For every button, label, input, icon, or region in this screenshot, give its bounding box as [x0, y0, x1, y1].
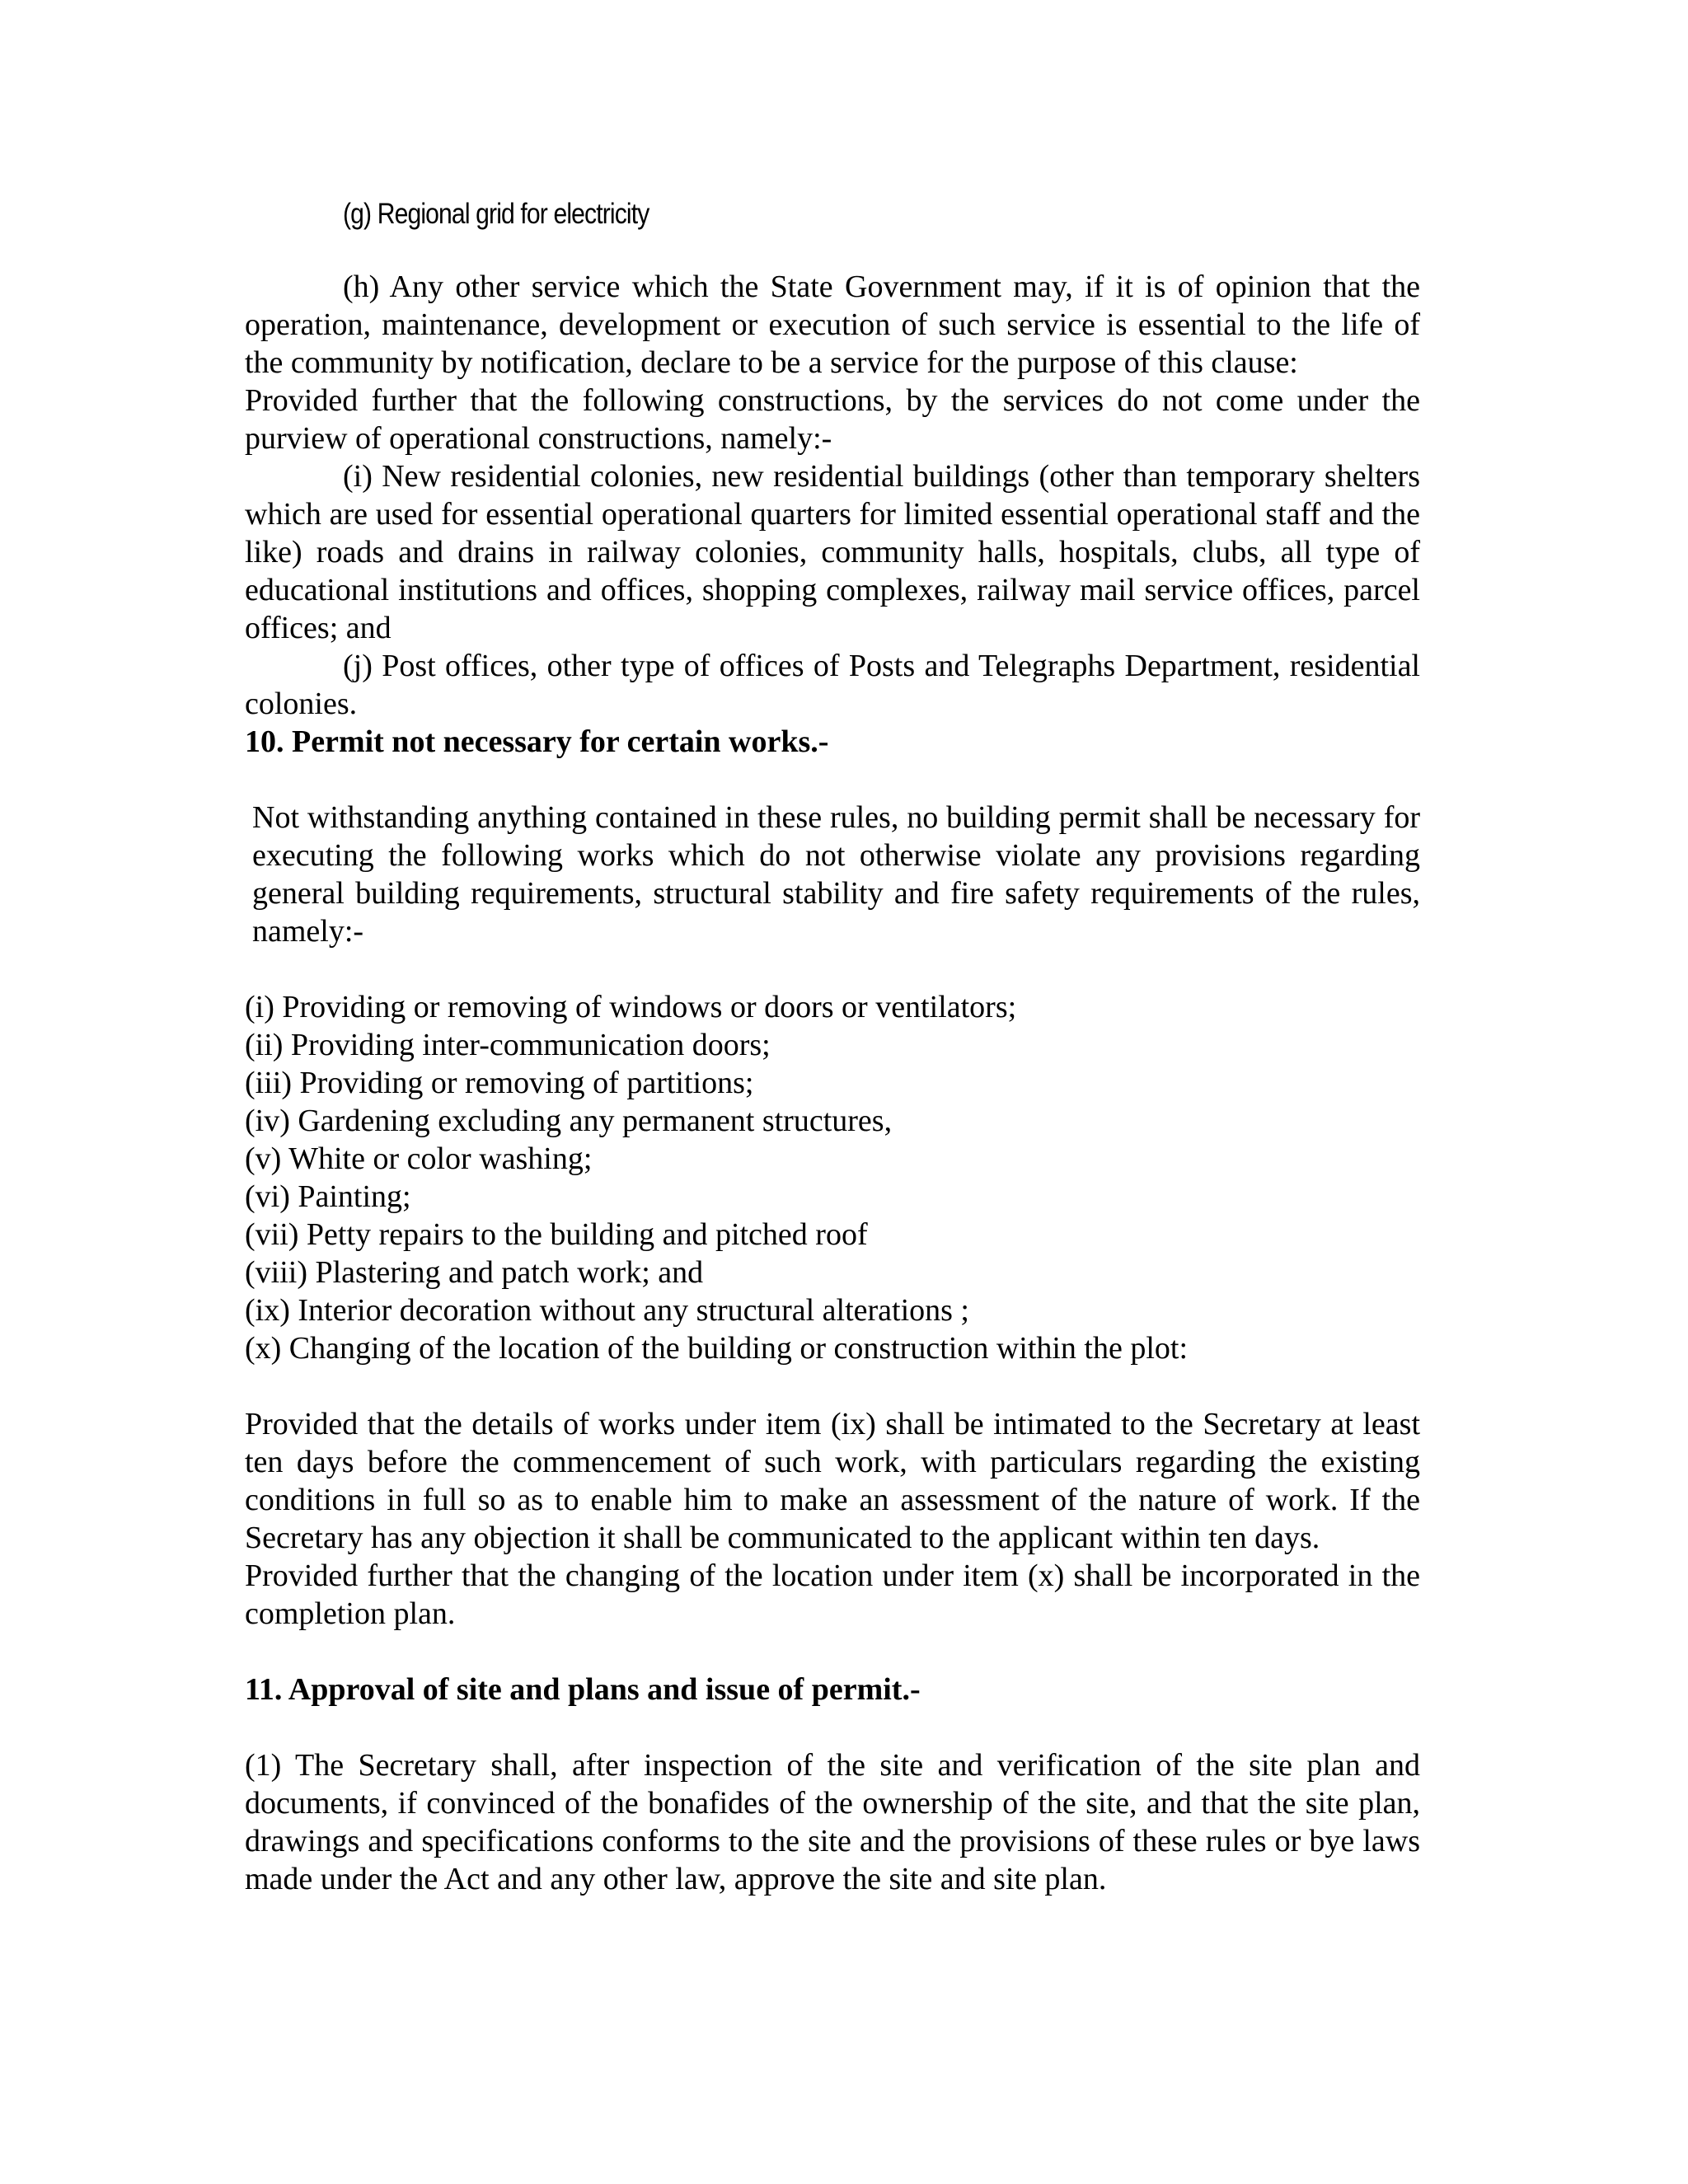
list-item: (ii) Providing inter-communication doors;: [245, 1028, 771, 1062]
list-item: (iv) Gardening excluding any permanent structures,: [245, 1104, 893, 1138]
proviso-constructions: Provided further that the following constructions, by the services do not come under the purview of operational constructions, namely:-: [245, 383, 1420, 456]
clause-j: (j) Post offices, other type of offices of Posts and Telegraphs Department, residential colonies.: [245, 649, 1420, 721]
clause-g: (g) Regional grid for electricity: [343, 198, 649, 230]
list-item: (iii) Providing or removing of partitions;: [245, 1066, 754, 1100]
clause-i: (i) New residential colonies, new residential buildings (other than temporary shelters which are used for essential operational quarters for limited essential operational staff and the like) roads and drains in railway colonies, community halls, hospitals, clubs, all type of educational institutions and offices, shopping complexes, railway mail service offices, parcel offices; and: [245, 459, 1420, 645]
list-item: (ix) Interior decoration without any structural alterations ;: [245, 1293, 969, 1328]
list-item: (vi) Painting;: [245, 1179, 411, 1214]
section-10-intro: Not withstanding anything contained in these rules, no building permit shall be necessary for executing the following works which do not otherwise violate any provisions regarding general building requirements, structural stability and fire safety requirements of the rules, namely:-: [252, 800, 1420, 949]
list-item: (vii) Petty repairs to the building and pitched roof: [245, 1217, 868, 1252]
section-10-proviso-2: Provided further that the changing of the location under item (x) shall be incorporated in the completion plan.: [245, 1558, 1420, 1631]
section-11-para-1: (1) The Secretary shall, after inspection of the site and verification of the site plan and documents, if convinced of the bonafides of the ownership of the site, and that the site plan, drawings and specifications conforms to the site and the provisions of these rules or bye laws made under the Act and any other law, approve the site and site plan.: [245, 1748, 1420, 1896]
section-11-heading: 11. Approval of site and plans and issue of permit.-: [245, 1672, 921, 1707]
list-item: (i) Providing or removing of windows or doors or ventilators;: [245, 990, 1017, 1024]
clause-h: (h) Any other service which the State Government may, if it is of opinion that the operation, maintenance, development or execution of such service is essential to the life of the community by notification, declare to be a service for the purpose of this clause:: [245, 269, 1420, 380]
section-10-heading: 10. Permit not necessary for certain works.-: [245, 724, 829, 759]
permit-exempt-works-list: [245, 988, 1420, 1367]
list-item: (x) Changing of the location of the building or construction within the plot:: [245, 1331, 1189, 1366]
section-10-proviso-1: Provided that the details of works under item (ix) shall be intimated to the Secretary at least ten days before the commencement of such work, with particulars regarding the existing conditions in full so as to enable him to make an assessment of the nature of work. If the Secretary has any objection it shall be communicated to the applicant within ten days.: [245, 1407, 1420, 1555]
list-item: (viii) Plastering and patch work; and: [245, 1255, 704, 1290]
page-content: [245, 194, 1420, 1898]
list-item: (v) White or color washing;: [245, 1141, 593, 1176]
